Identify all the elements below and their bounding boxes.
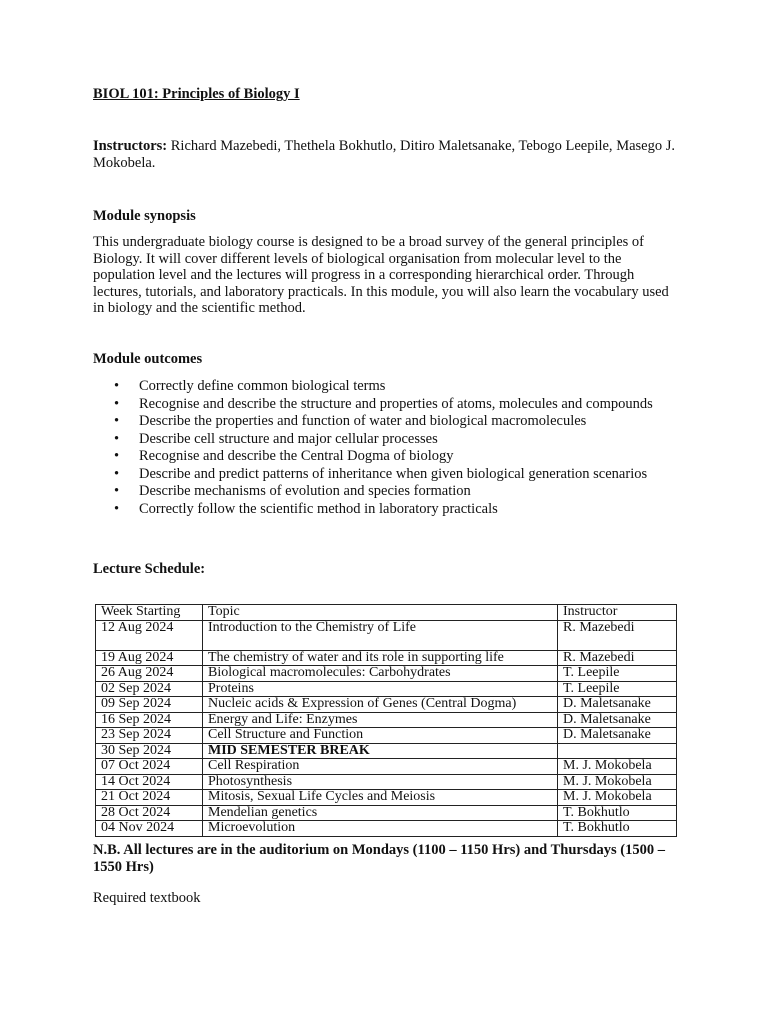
synopsis-text: This undergraduate biology course is designed to be a broad survey of the general principles of Biology. It will cover different levels of biological organisation from molecular level to the population level and the lectures will progress in a corresponding hierarchical order. Through lectures, tutorials, and laboratory practicals. In this module, you will also learn the vocabulary used in biology and the scientific method. [93,234,669,316]
table-row [96,712,677,728]
header-week: Week Starting [96,605,203,621]
cell-instructor: M. J. Mokobela [558,790,677,806]
cell-topic: The chemistry of water and its role in supporting life [203,650,558,666]
cell-instructor: D. Maletsanake [558,728,677,744]
course-title: BIOL 101: Principles of Biology I [93,86,300,102]
list-item: • Correctly define common biological terms [93,378,653,395]
cell-week: 16 Sep 2024 [96,712,203,728]
table-row [96,681,677,697]
table-row [96,666,677,682]
table-row [96,697,677,713]
cell-week: 12 Aug 2024 [96,620,203,650]
cell-week: 23 Sep 2024 [96,728,203,744]
table-header-row [96,605,677,621]
list-item: • Describe mechanisms of evolution and species formation [93,483,653,500]
cell-instructor: R. Mazebedi [558,650,677,666]
cell-topic: Mendelian genetics [203,805,558,821]
cell-instructor: M. J. Mokobela [558,774,677,790]
cell-instructor: D. Maletsanake [558,697,677,713]
cell-week: 07 Oct 2024 [96,759,203,775]
cell-instructor: M. J. Mokobela [558,759,677,775]
cell-instructor: T. Leepile [558,681,677,697]
outcomes-heading: Module outcomes [93,351,203,367]
table-row [96,650,677,666]
table-row [96,743,677,759]
cell-week: 14 Oct 2024 [96,774,203,790]
cell-topic: Microevolution [203,821,558,837]
cell-topic: Biological macromolecules: Carbohydrates [203,666,558,682]
cell-week: 28 Oct 2024 [96,805,203,821]
list-item: • Describe the properties and function of water and biological macromolecules [93,413,653,430]
cell-topic: Photosynthesis [203,774,558,790]
instructors-names: Richard Mazebedi, Thethela Bokhutlo, Ditiro Maletsanake, Tebogo Leepile, Masego J. Mokobela. [93,138,675,171]
header-topic: Topic [203,605,558,621]
required-textbook-label: Required textbook [93,890,201,906]
table-row [96,790,677,806]
table-row [96,728,677,744]
cell-topic: Mitosis, Sexual Life Cycles and Meiosis [203,790,558,806]
lecture-venue-note: N.B. All lectures are in the auditorium on Mondays (1100 – 1150 Hrs) and Thursdays (1500 – 1550 Hrs) [93,842,666,875]
cell-week: 21 Oct 2024 [96,790,203,806]
cell-topic: Energy and Life: Enzymes [203,712,558,728]
cell-topic: Introduction to the Chemistry of Life [203,620,558,650]
synopsis-heading: Module synopsis [93,208,196,224]
instructors-paragraph [93,138,675,172]
instructors-label: Instructors: [93,138,168,154]
cell-week: 30 Sep 2024 [96,743,203,759]
cell-topic: MID SEMESTER BREAK [203,743,558,759]
table-row [96,774,677,790]
cell-topic: Proteins [203,681,558,697]
cell-instructor: T. Bokhutlo [558,821,677,837]
list-item: • Correctly follow the scientific method in laboratory practicals [93,501,653,518]
cell-week: 19 Aug 2024 [96,650,203,666]
cell-week: 09 Sep 2024 [96,697,203,713]
cell-week: 02 Sep 2024 [96,681,203,697]
cell-instructor: D. Maletsanake [558,712,677,728]
table-row [96,821,677,837]
table-row [96,805,677,821]
cell-topic: Cell Structure and Function [203,728,558,744]
cell-instructor [558,743,677,759]
cell-topic: Nucleic acids & Expression of Genes (Central Dogma) [203,697,558,713]
header-instructor: Instructor [558,605,677,621]
list-item: • Recognise and describe the Central Dogma of biology [93,448,653,465]
lecture-schedule-table [95,604,677,837]
list-item: • Describe and predict patterns of inheritance when given biological generation scenarios [93,466,653,483]
schedule-heading: Lecture Schedule: [93,561,206,577]
table-row [96,759,677,775]
list-item: • Describe cell structure and major cellular processes [93,431,653,448]
cell-week: 04 Nov 2024 [96,821,203,837]
cell-instructor: R. Mazebedi [558,620,677,650]
table-row [96,620,677,650]
outcomes-list [93,378,653,518]
cell-topic: Cell Respiration [203,759,558,775]
cell-week: 26 Aug 2024 [96,666,203,682]
cell-instructor: T. Leepile [558,666,677,682]
list-item: • Recognise and describe the structure and properties of atoms, molecules and compounds [93,396,653,413]
cell-instructor: T. Bokhutlo [558,805,677,821]
